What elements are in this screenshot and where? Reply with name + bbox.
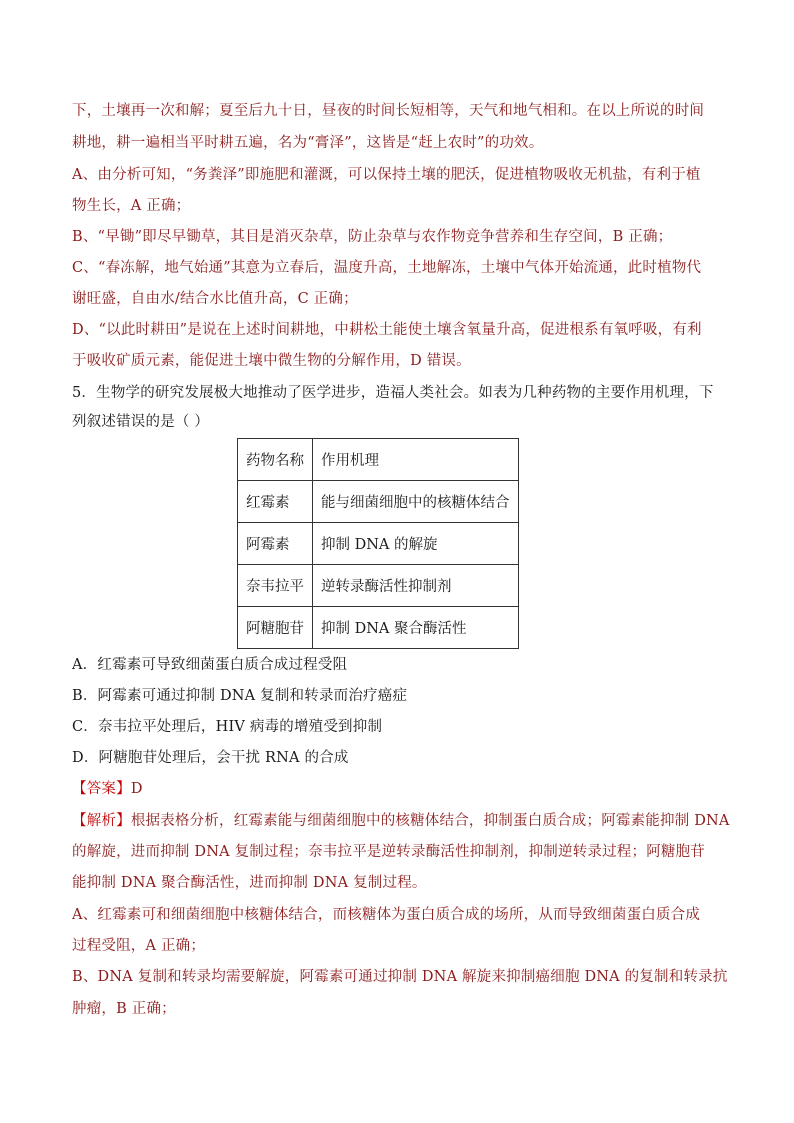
explanation-line: 于吸收矿质元素，能促进土壤中微生物的分解作用，D 错误。: [72, 353, 471, 369]
analysis-line: B、DNA 复制和转录均需要解旋，阿霉素可通过抑制 DNA 解旋来抑制癌细胞 DNA 的复制和转录抗: [72, 969, 728, 985]
analysis-line: 的解旋，进而抑制 DNA 复制过程；奈韦拉平是逆转录酶活性抑制剂，抑制逆转录过程；阿糖胞苷: [72, 844, 705, 860]
table-row: [238, 481, 519, 523]
drug-name-cell: 阿霉素: [238, 523, 313, 565]
drug-name-cell: 阿糖胞苷: [238, 607, 313, 649]
answer-label: 【答案】: [72, 781, 131, 797]
drug-name-cell: 红霉素: [238, 481, 313, 523]
explanation-line: 下，土壤再一次和解；夏至后九十日，昼夜的时间长短相等，天气和地气相和。在以上所说的时间: [72, 103, 705, 119]
drug-mechanism-table: [237, 438, 519, 649]
table-row: [238, 565, 519, 607]
drug-name-cell: 奈韦拉平: [238, 565, 313, 607]
mechanism-cell: 能与细菌细胞中的核糖体结合: [313, 481, 519, 523]
mechanism-cell: 抑制 DNA 聚合酶活性: [313, 607, 519, 649]
explanation-line: 耕地，耕一遍相当平时耕五遍，名为“膏泽”，这皆是“赶上农时”的功效。: [72, 135, 544, 151]
option-d: D．阿糖胞苷处理后，会干扰 RNA 的合成: [72, 750, 349, 766]
analysis-line: 肿瘤，B 正确；: [72, 1001, 176, 1017]
mechanism-cell: 抑制 DNA 的解旋: [313, 523, 519, 565]
mechanism-cell: 逆转录酶活性抑制剂: [313, 565, 519, 607]
question-stem: 列叙述错误的是（ ）: [72, 414, 210, 430]
explanation-line: B、“早锄”即尽早锄草，其目是消灭杂草，防止杂草与农作物竞争营养和生存空间，B 正确；: [72, 229, 673, 245]
analysis-line: 过程受阻，A 正确；: [72, 938, 206, 954]
option-c: C．奈韦拉平处理后，HIV 病毒的增殖受到抑制: [72, 719, 383, 735]
analysis-text: 根据表格分析，红霉素能与细菌细胞中的核糖体结合，抑制蛋白质合成；阿霉素能抑制 DNA: [130, 813, 730, 829]
table-header-cell: 药物名称: [238, 439, 313, 481]
analysis-line: [72, 811, 730, 831]
explanation-line: D、“以此时耕田”是说在上述时间耕地，中耕松土能使土壤含氧量升高，促进根系有氧呼吸，有利: [72, 322, 702, 338]
option-a: A．红霉素可导致细菌蛋白质合成过程受阻: [72, 657, 348, 673]
answer-line: [72, 779, 143, 799]
analysis-line: A、红霉素可和细菌细胞中核糖体结合，而核糖体为蛋白质合成的场所，从而导致细菌蛋白质合成: [72, 907, 701, 923]
analysis-label: 【解析】: [72, 813, 131, 829]
explanation-line: 物生长，A 正确；: [72, 198, 191, 214]
table-header-cell: 作用机理: [313, 439, 519, 481]
table-header-row: [238, 439, 519, 481]
answer-value: D: [130, 781, 143, 797]
explanation-line: C、“春冻解，地气始通”其意为立春后，温度升高，土地解冻，土壤中气体开始流通，此时植物代: [72, 260, 702, 276]
table-row: [238, 607, 519, 649]
analysis-line: 能抑制 DNA 聚合酶活性，进而抑制 DNA 复制过程。: [72, 875, 427, 891]
table-row: [238, 523, 519, 565]
explanation-line: A、由分析可知，“务粪泽”即施肥和灌溉，可以保持土壤的肥沃，促进植物吸收无机盐，有利于植: [72, 167, 701, 183]
option-b: B．阿霉素可通过抑制 DNA 复制和转录而治疗癌症: [72, 688, 408, 704]
question-stem: 5．生物学的研究发展极大地推动了医学进步，造福人类社会。如表为几种药物的主要作用机理，下: [72, 385, 714, 401]
explanation-line: 谢旺盛，自由水/结合水比值升高，C 正确；: [72, 291, 358, 307]
